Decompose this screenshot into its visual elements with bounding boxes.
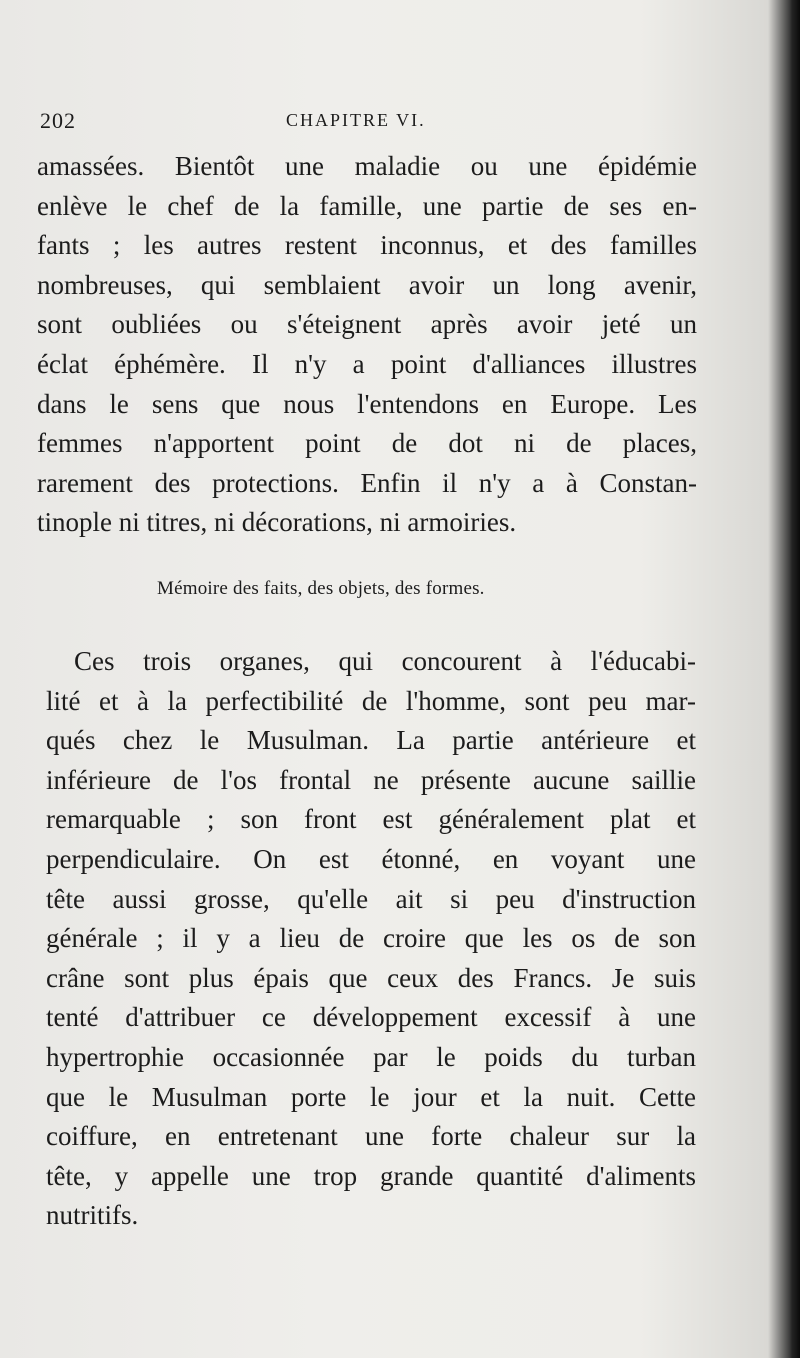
text-line: qués chez le Musulman. La partie antérieure et [46, 725, 696, 756]
text-line: tenté d'attribuer ce développement excessif à une [46, 1002, 696, 1033]
text-line: nutritifs. [46, 1200, 139, 1231]
paragraph-1 [37, 147, 697, 543]
page-number: 202 [40, 108, 76, 133]
text-line: amassées. Bientôt une maladie ou une épidémie [37, 151, 697, 181]
section-heading: Mémoire des faits, des objets, des formes. [157, 578, 485, 599]
text-line: rarement des protections. Enfin il n'y a à Constan- [37, 467, 697, 498]
text-line: coiffure, en entretenant une forte chaleur sur la [46, 1121, 696, 1152]
text-line: hypertrophie occasionnée par le poids du turban [46, 1041, 696, 1072]
text-line: remarquable ; son front est généralement plat et [46, 804, 696, 835]
text-line: inférieure de l'os frontal ne présente aucune saillie [46, 764, 696, 795]
text-line: perpendiculaire. On est étonné, en voyant une [46, 843, 696, 874]
text-line: nombreuses, qui semblaient avoir un long avenir, [37, 269, 697, 300]
text-line: générale ; il y a lieu de croire que les os de son [46, 923, 696, 954]
paragraph-2 [46, 642, 696, 1236]
text-line: tête aussi grosse, qu'elle ait si peu d'instruction [46, 883, 696, 914]
page-edge-shadow [790, 0, 800, 1358]
text-line: tête, y appelle une trop grande quantité d'aliments [46, 1160, 696, 1191]
text-line: femmes n'apportent point de dot ni de places, [37, 428, 697, 459]
text-line: crâne sont plus épais que ceux des Francs. Je suis [46, 962, 696, 993]
text-line: lité et à la perfectibilité de l'homme, sont peu mar- [46, 685, 696, 716]
text-line: éclat éphémère. Il n'y a point d'alliances illustres [37, 348, 697, 379]
running-head [40, 108, 740, 142]
text-line: enlève le chef de la famille, une partie de ses en- [37, 190, 697, 221]
text-line: fants ; les autres restent inconnus, et des familles [37, 230, 697, 261]
text-line: que le Musulman porte le jour et la nuit. Cette [46, 1081, 696, 1112]
chapter-title: CHAPITRE VI. [286, 110, 426, 130]
text-line: sont oubliées ou s'éteignent après avoir jeté un [37, 309, 697, 340]
text-line: dans le sens que nous l'entendons en Europe. Les [37, 388, 697, 419]
text-line: tinople ni titres, ni décorations, ni armoiries. [37, 507, 517, 538]
text-line: Ces trois organes, qui concourent à l'éducabi- [74, 646, 696, 676]
